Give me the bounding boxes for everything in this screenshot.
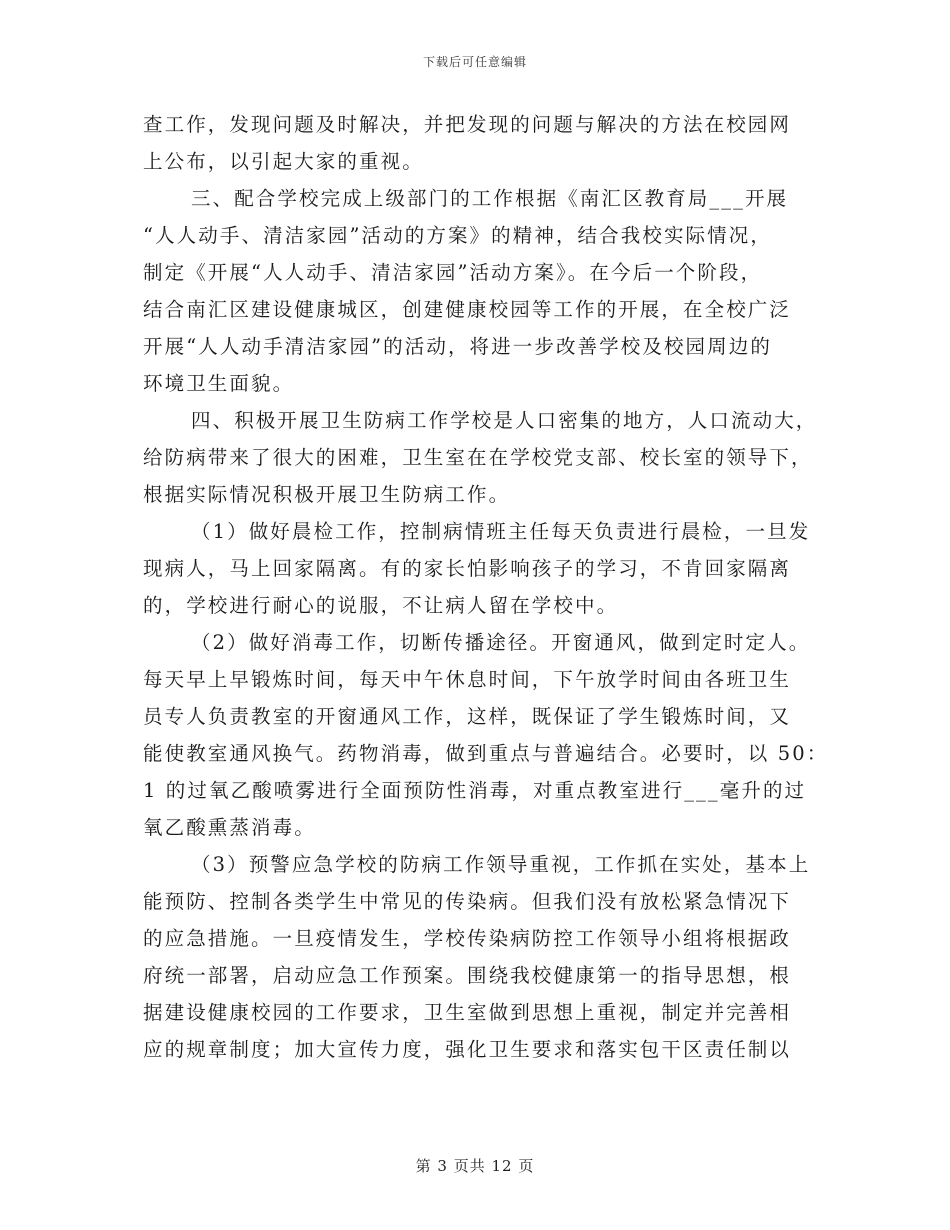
text-line: （3）预警应急学校的防病工作领导重视，工作抓在实处，基本上 <box>191 853 811 876</box>
text-line: 的，学校进行耐心的说服，不让病人留在学校中。 <box>143 594 619 617</box>
text-line: 结合南汇区建设健康城区，创建健康校园等工作的开展，在全校广泛 <box>143 298 792 321</box>
text-line: （1）做好晨检工作，控制病情班主任每天负责进行晨检，一旦发 <box>191 520 811 543</box>
document-body <box>143 106 829 1068</box>
text-line: 应的规章制度；加大宣传力度，强化卫生要求和落实包干区责任制以 <box>143 1038 792 1061</box>
text-line: 据建设健康校园的工作要求，卫生室做到思想上重视，制定并完善相 <box>143 1001 792 1024</box>
text-line: 能预防、控制各类学生中常见的传染病。但我们没有放松紧急情况下 <box>143 890 792 913</box>
text-line: 氧乙酸熏蒸消毒。 <box>143 816 316 839</box>
text-line: 现病人，马上回家隔离。有的家长怕影响孩子的学习，不肯回家隔离 <box>143 557 792 580</box>
text-line: 给防病带来了很大的困难，卫生室在在学校党支部、校长室的领导下， <box>143 446 813 469</box>
text-line: 查工作，发现问题及时解决，并把发现的问题与解决的方法在校园网 <box>143 113 792 136</box>
text-line: 能使教室通风换气。药物消毒，做到重点与普遍结合。必要时，以 50： <box>143 742 829 765</box>
text-line: “人人动手、清洁家园”活动的方案》的精神，结合我校实际情况， <box>143 224 772 247</box>
text-line: 的应急措施。一旦疫情发生，学校传染病防控工作领导小组将根据政 <box>143 927 792 950</box>
text-line: 四、积极开展卫生防病工作学校是人口密集的地方，人口流动大， <box>191 409 818 432</box>
text-line: 制定《开展“人人动手、清洁家园”活动方案》。在今后一个阶段， <box>143 261 763 284</box>
page-number-footer: 第 3 页共 12 页 <box>415 1157 535 1175</box>
text-line: 环境卫生面貌。 <box>143 372 295 395</box>
text-line: 员专人负责教室的开窗通风工作，这样，既保证了学生锻炼时间，又 <box>143 705 792 728</box>
text-line: 上公布，以引起大家的重视。 <box>143 150 424 173</box>
text-line: 府统一部署，启动应急工作预案。围绕我校健康第一的指导思想，根 <box>143 964 792 987</box>
text-line: 开展“人人动手清洁家园”的活动，将进一步改善学校及校园周边的 <box>143 335 772 358</box>
text-line: （2）做好消毒工作，切断传播途径。开窗通风，做到定时定人。 <box>191 631 811 654</box>
text-line: 根据实际情况积极开展卫生防病工作。 <box>143 483 511 506</box>
page-header: 下载后可任意编辑 <box>422 55 527 69</box>
text-line: 每天早上早锻炼时间，每天中午休息时间，下午放学时间由各班卫生 <box>143 668 792 691</box>
text-line: 三、配合学校完成上级部门的工作根据《南汇区教育局___开展 <box>191 187 789 210</box>
text-line: 1 的过氧乙酸喷雾进行全面预防性消毒，对重点教室进行___毫升的过 <box>143 779 807 802</box>
